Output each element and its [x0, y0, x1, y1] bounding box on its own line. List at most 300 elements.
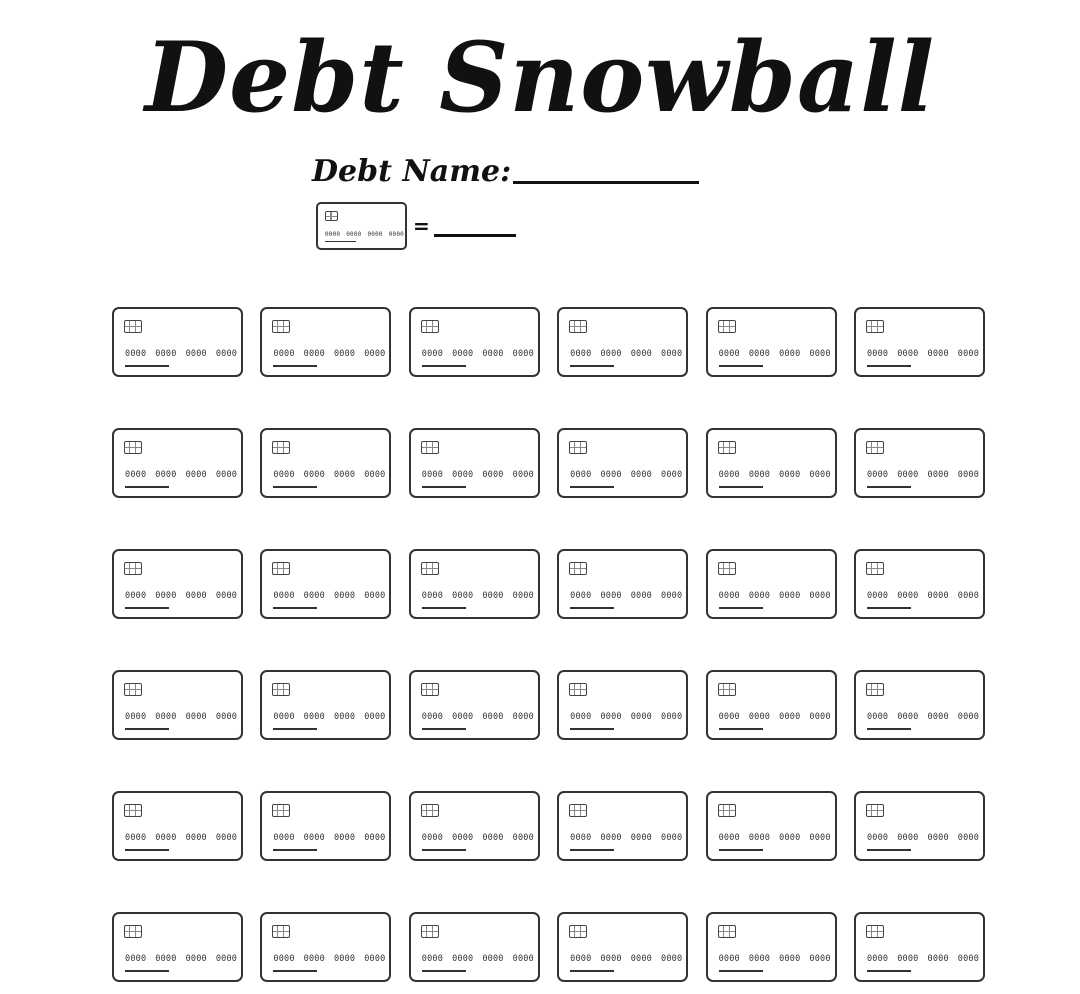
- tracker-credit-card[interactable]: [706, 791, 837, 861]
- card-digits-group: 0000: [512, 349, 534, 359]
- card-number: [570, 470, 682, 480]
- card-digits-group: 0000: [866, 954, 889, 964]
- card-stripe: [422, 970, 466, 972]
- card-number: [125, 833, 237, 843]
- card-digits-group: 0000: [957, 470, 980, 480]
- card-digits-group: 0000: [718, 591, 740, 601]
- card-stripe: [125, 365, 169, 367]
- tracker-credit-card[interactable]: [557, 428, 688, 498]
- card-digits-group: 0000: [303, 349, 325, 359]
- card-digits-group: 0000: [367, 231, 383, 238]
- card-digits-group: 0000: [661, 349, 683, 359]
- card-digits-group: 0000: [927, 470, 949, 480]
- card-number: [273, 712, 385, 722]
- card-digits-group: 0000: [185, 833, 207, 843]
- card-digits-group: 0000: [333, 954, 356, 964]
- card-digits-group: 0000: [452, 349, 474, 359]
- card-number: [422, 349, 534, 359]
- card-stripe: [570, 849, 614, 851]
- card-digits-group: 0000: [452, 470, 474, 480]
- card-digits-group: 0000: [570, 712, 592, 722]
- card-digits-group: 0000: [325, 231, 341, 238]
- card-digits-group: 0000: [927, 954, 949, 964]
- card-stripe: [719, 728, 763, 730]
- card-number: [273, 954, 385, 964]
- card-stripe: [570, 728, 614, 730]
- card-number: [125, 349, 237, 359]
- card-chip-icon: [718, 804, 736, 817]
- card-digits-group: 0000: [600, 349, 622, 359]
- card-digits-group: 0000: [303, 591, 325, 601]
- tracker-credit-card[interactable]: [409, 428, 540, 498]
- card-chip-icon: [272, 562, 290, 575]
- card-digits-group: 0000: [273, 712, 295, 722]
- tracker-credit-card[interactable]: [409, 912, 540, 982]
- card-digits-group: 0000: [125, 712, 147, 722]
- card-stripe: [867, 486, 911, 488]
- card-stripe: [273, 849, 317, 851]
- card-stripe: [867, 849, 911, 851]
- card-stripe: [719, 849, 763, 851]
- card-chip-icon: [569, 925, 587, 938]
- tracker-credit-card[interactable]: [557, 912, 688, 982]
- card-chip-icon: [272, 441, 290, 454]
- card-number: [570, 591, 682, 601]
- card-digits-group: 0000: [512, 833, 534, 843]
- card-digits-group: 0000: [185, 470, 207, 480]
- card-digits-group: 0000: [779, 591, 801, 601]
- card-digits-group: 0000: [600, 591, 622, 601]
- card-chip-icon: [569, 562, 587, 575]
- tracker-credit-card[interactable]: [854, 791, 985, 861]
- card-stripe: [719, 486, 763, 488]
- card-digits-group: 0000: [748, 591, 771, 601]
- tracker-credit-card[interactable]: [409, 307, 540, 377]
- card-stripe: [867, 728, 911, 730]
- card-number: [125, 954, 237, 964]
- card-digits-group: 0000: [809, 833, 831, 843]
- card-stripe: [570, 607, 614, 609]
- legend-equals-sign: =: [413, 214, 430, 238]
- card-chip-icon: [866, 562, 884, 575]
- card-digits-group: 0000: [512, 470, 534, 480]
- card-stripe: [719, 365, 763, 367]
- card-digits-group: 0000: [927, 591, 949, 601]
- card-digits-group: 0000: [630, 833, 653, 843]
- card-stripe: [570, 365, 614, 367]
- legend-credit-card-icon: [316, 202, 407, 250]
- card-digits-group: 0000: [215, 954, 238, 964]
- card-number: [273, 349, 385, 359]
- card-digits-group: 0000: [215, 470, 238, 480]
- card-digits-group: 0000: [779, 470, 801, 480]
- card-digits-group: 0000: [748, 470, 771, 480]
- card-chip-icon: [866, 320, 884, 333]
- card-stripe: [422, 728, 466, 730]
- card-stripe: [125, 486, 169, 488]
- card-digits-group: 0000: [570, 470, 592, 480]
- card-chip-icon: [421, 441, 439, 454]
- card-digits-group: 0000: [630, 591, 653, 601]
- card-chip-icon: [124, 441, 142, 454]
- card-chip-icon: [718, 562, 736, 575]
- tracker-credit-card[interactable]: [706, 428, 837, 498]
- card-chip-icon: [421, 804, 439, 817]
- card-stripe: [125, 607, 169, 609]
- card-digits-group: 0000: [600, 954, 622, 964]
- card-stripe: [422, 486, 466, 488]
- card-digits-group: 0000: [661, 954, 683, 964]
- tracker-credit-card[interactable]: [557, 670, 688, 740]
- card-digits-group: 0000: [303, 470, 325, 480]
- card-digits-group: 0000: [185, 349, 207, 359]
- card-stripe: [570, 970, 614, 972]
- card-digits-group: 0000: [866, 470, 889, 480]
- card-digits-group: 0000: [779, 954, 801, 964]
- card-number: [422, 712, 534, 722]
- card-digits-group: 0000: [125, 349, 147, 359]
- card-chip-icon: [421, 562, 439, 575]
- card-digits-group: 0000: [897, 591, 919, 601]
- card-digits-group: 0000: [421, 349, 444, 359]
- card-digits-group: 0000: [452, 712, 474, 722]
- card-number: [570, 833, 682, 843]
- card-digits-group: 0000: [185, 954, 207, 964]
- card-digits-group: 0000: [421, 833, 444, 843]
- card-digits-group: 0000: [333, 349, 356, 359]
- card-digits-group: 0000: [897, 712, 919, 722]
- card-chip-icon: [569, 320, 587, 333]
- card-chip-icon: [569, 804, 587, 817]
- card-stripe: [867, 970, 911, 972]
- card-chip-icon: [272, 320, 290, 333]
- tracker-credit-card[interactable]: [854, 912, 985, 982]
- card-digits-group: 0000: [630, 349, 653, 359]
- card-digits-group: 0000: [273, 470, 295, 480]
- card-number: [422, 470, 534, 480]
- card-digits-group: 0000: [927, 349, 949, 359]
- card-digits-group: 0000: [570, 349, 592, 359]
- card-digits-group: 0000: [661, 833, 683, 843]
- card-digits-group: 0000: [718, 712, 740, 722]
- tracker-credit-card[interactable]: [112, 307, 243, 377]
- card-digits-group: 0000: [364, 470, 386, 480]
- card-digits-group: 0000: [661, 712, 683, 722]
- tracker-credit-card[interactable]: [112, 791, 243, 861]
- card-stripe: [273, 970, 317, 972]
- tracker-credit-card[interactable]: [854, 307, 985, 377]
- card-digits-group: 0000: [273, 954, 295, 964]
- card-digits-group: 0000: [661, 470, 683, 480]
- card-digits-group: 0000: [452, 954, 474, 964]
- debt-name-label: Debt Name:: [312, 154, 512, 189]
- card-stripe: [422, 607, 466, 609]
- card-digits-group: 0000: [957, 954, 980, 964]
- card-digits-group: 0000: [866, 712, 889, 722]
- card-digits-group: 0000: [125, 954, 147, 964]
- card-stripe: [273, 607, 317, 609]
- card-digits-group: 0000: [333, 470, 356, 480]
- tracker-credit-card[interactable]: [260, 428, 391, 498]
- card-digits-group: 0000: [512, 954, 534, 964]
- tracker-credit-card[interactable]: [409, 791, 540, 861]
- card-digits-group: 0000: [482, 591, 504, 601]
- card-number: [125, 470, 237, 480]
- card-digits-group: 0000: [866, 349, 889, 359]
- card-chip-icon: [866, 441, 884, 454]
- tracker-credit-card[interactable]: [409, 549, 540, 619]
- card-digits-group: 0000: [155, 349, 177, 359]
- card-digits-group: 0000: [215, 349, 238, 359]
- card-digits-group: 0000: [957, 349, 980, 359]
- card-digits-group: 0000: [779, 712, 801, 722]
- card-digits-group: 0000: [897, 833, 919, 843]
- tracker-credit-card[interactable]: [854, 549, 985, 619]
- card-digits-group: 0000: [215, 833, 238, 843]
- card-digits-group: 0000: [125, 591, 147, 601]
- card-chip-icon: [421, 925, 439, 938]
- card-digits-group: 0000: [809, 591, 831, 601]
- card-digits-group: 0000: [421, 591, 444, 601]
- card-number: [867, 470, 979, 480]
- card-number: [273, 591, 385, 601]
- card-digits-group: 0000: [155, 833, 177, 843]
- card-chip-icon: [124, 925, 142, 938]
- card-stripe: [273, 728, 317, 730]
- card-digits-group: 0000: [630, 954, 653, 964]
- tracker-credit-card[interactable]: [112, 912, 243, 982]
- card-chip-icon: [325, 211, 338, 221]
- card-number: [867, 349, 979, 359]
- card-chip-icon: [421, 320, 439, 333]
- card-digits-group: 0000: [957, 591, 980, 601]
- tracker-credit-card[interactable]: [260, 670, 391, 740]
- tracker-credit-card[interactable]: [557, 791, 688, 861]
- card-digits-group: 0000: [809, 470, 831, 480]
- card-digits-group: 0000: [661, 591, 683, 601]
- card-digits-group: 0000: [452, 833, 474, 843]
- card-digits-group: 0000: [897, 470, 919, 480]
- card-number: [570, 349, 682, 359]
- card-digits-group: 0000: [421, 954, 444, 964]
- card-digits-group: 0000: [809, 954, 831, 964]
- card-digits-group: 0000: [185, 591, 207, 601]
- card-digits-group: 0000: [809, 349, 831, 359]
- tracker-credit-card[interactable]: [260, 791, 391, 861]
- card-number: [570, 954, 682, 964]
- card-digits-group: 0000: [333, 591, 356, 601]
- card-digits-group: 0000: [185, 712, 207, 722]
- card-chip-icon: [569, 683, 587, 696]
- card-digits-group: 0000: [718, 833, 740, 843]
- card-digits-group: 0000: [897, 349, 919, 359]
- card-digits-group: 0000: [748, 954, 771, 964]
- card-digits-group: 0000: [718, 954, 740, 964]
- tracker-credit-card[interactable]: [260, 549, 391, 619]
- card-digits-group: 0000: [364, 591, 386, 601]
- card-chip-icon: [124, 320, 142, 333]
- card-stripe: [719, 607, 763, 609]
- card-digits-group: 0000: [512, 712, 534, 722]
- card-digits-group: 0000: [927, 712, 949, 722]
- card-chip-icon: [124, 804, 142, 817]
- card-digits-group: 0000: [482, 833, 504, 843]
- card-digits-group: 0000: [600, 470, 622, 480]
- card-digits-group: 0000: [600, 833, 622, 843]
- card-stripe: [570, 486, 614, 488]
- card-digits-group: 0000: [303, 833, 325, 843]
- card-digits-group: 0000: [273, 591, 295, 601]
- tracker-credit-card[interactable]: [112, 549, 243, 619]
- card-chip-icon: [272, 804, 290, 817]
- card-chip-icon: [866, 804, 884, 817]
- card-number: [719, 470, 831, 480]
- tracker-credit-card[interactable]: [260, 912, 391, 982]
- card-digits-group: 0000: [421, 470, 444, 480]
- card-digits-group: 0000: [748, 349, 771, 359]
- card-value-blank[interactable]: [434, 234, 516, 237]
- card-number: [867, 591, 979, 601]
- card-digits-group: 0000: [570, 954, 592, 964]
- card-digits-group: 0000: [570, 591, 592, 601]
- card-digits-group: 0000: [866, 833, 889, 843]
- card-digits-group: 0000: [748, 833, 771, 843]
- card-number: [422, 954, 534, 964]
- card-number: [125, 712, 237, 722]
- card-digits-group: 0000: [215, 591, 238, 601]
- card-number: [422, 591, 534, 601]
- card-digits-group: 0000: [333, 833, 356, 843]
- card-digits-group: 0000: [155, 712, 177, 722]
- card-digits-group: 0000: [600, 712, 622, 722]
- tracker-credit-card[interactable]: [260, 307, 391, 377]
- card-digits-group: 0000: [125, 833, 147, 843]
- tracker-credit-card[interactable]: [409, 670, 540, 740]
- card-digits-group: 0000: [957, 712, 980, 722]
- card-chip-icon: [272, 683, 290, 696]
- card-digits-group: 0000: [273, 349, 295, 359]
- card-digits-group: 0000: [364, 712, 386, 722]
- card-stripe: [422, 849, 466, 851]
- tracker-credit-card[interactable]: [854, 670, 985, 740]
- card-number: [719, 591, 831, 601]
- card-digits-group: 0000: [779, 349, 801, 359]
- card-digits-group: 0000: [482, 349, 504, 359]
- card-number: [422, 833, 534, 843]
- card-digits-group: 0000: [779, 833, 801, 843]
- card-digits-group: 0000: [303, 954, 325, 964]
- card-stripe: [867, 607, 911, 609]
- card-digits-group: 0000: [630, 470, 653, 480]
- card-digits-group: 0000: [125, 470, 147, 480]
- card-digits-group: 0000: [303, 712, 325, 722]
- card-digits-group: 0000: [155, 954, 177, 964]
- card-number: [867, 833, 979, 843]
- card-number: [273, 470, 385, 480]
- card-stripe: [125, 849, 169, 851]
- card-number: [867, 712, 979, 722]
- card-stripe: [422, 365, 466, 367]
- card-digits-group: 0000: [482, 954, 504, 964]
- tracker-credit-card[interactable]: [854, 428, 985, 498]
- card-digits-group: 0000: [630, 712, 653, 722]
- card-chip-icon: [866, 683, 884, 696]
- card-number: [867, 954, 979, 964]
- card-stripe: [273, 365, 317, 367]
- card-digits-group: 0000: [364, 954, 386, 964]
- card-digits-group: 0000: [364, 349, 386, 359]
- card-number: [719, 349, 831, 359]
- tracker-credit-card[interactable]: [706, 549, 837, 619]
- tracker-credit-card[interactable]: [557, 307, 688, 377]
- card-chip-icon: [718, 320, 736, 333]
- tracker-credit-card[interactable]: [706, 670, 837, 740]
- tracker-credit-card[interactable]: [112, 670, 243, 740]
- page-title: Debt Snowball: [144, 21, 936, 134]
- card-chip-icon: [421, 683, 439, 696]
- card-chip-icon: [718, 683, 736, 696]
- card-number: [719, 712, 831, 722]
- tracker-credit-card[interactable]: [706, 307, 837, 377]
- card-digits-group: 0000: [866, 591, 889, 601]
- card-number: [325, 231, 404, 238]
- card-number: [125, 591, 237, 601]
- card-number: [719, 954, 831, 964]
- card-digits-group: 0000: [718, 470, 740, 480]
- card-digits-group: 0000: [452, 591, 474, 601]
- card-digits-group: 0000: [364, 833, 386, 843]
- tracker-credit-card[interactable]: [706, 912, 837, 982]
- debt-name-blank[interactable]: [513, 181, 699, 184]
- card-digits-group: 0000: [155, 470, 177, 480]
- card-digits-group: 0000: [333, 712, 356, 722]
- card-stripe: [867, 365, 911, 367]
- tracker-credit-card[interactable]: [557, 549, 688, 619]
- card-chip-icon: [569, 441, 587, 454]
- card-chip-icon: [866, 925, 884, 938]
- card-chip-icon: [718, 441, 736, 454]
- card-chip-icon: [124, 683, 142, 696]
- card-stripe: [719, 970, 763, 972]
- card-digits-group: 0000: [388, 231, 404, 238]
- card-digits-group: 0000: [570, 833, 592, 843]
- tracker-credit-card[interactable]: [112, 428, 243, 498]
- card-digits-group: 0000: [512, 591, 534, 601]
- card-digits-group: 0000: [273, 833, 295, 843]
- card-digits-group: 0000: [809, 712, 831, 722]
- card-digits-group: 0000: [957, 833, 980, 843]
- card-stripe: [125, 728, 169, 730]
- card-digits-group: 0000: [421, 712, 444, 722]
- debt-name-row: [312, 150, 699, 190]
- card-chip-icon: [124, 562, 142, 575]
- card-digits-group: 0000: [482, 712, 504, 722]
- card-number: [570, 712, 682, 722]
- card-stripe: [125, 970, 169, 972]
- card-stripe: [325, 241, 356, 242]
- card-stripe: [273, 486, 317, 488]
- card-digits-group: 0000: [215, 712, 238, 722]
- card-digits-group: 0000: [927, 833, 949, 843]
- card-digits-group: 0000: [346, 231, 362, 238]
- card-chip-icon: [272, 925, 290, 938]
- card-number: [273, 833, 385, 843]
- card-digits-group: 0000: [748, 712, 771, 722]
- card-digits-group: 0000: [155, 591, 177, 601]
- card-value-legend: [316, 202, 516, 250]
- card-chip-icon: [718, 925, 736, 938]
- card-digits-group: 0000: [718, 349, 740, 359]
